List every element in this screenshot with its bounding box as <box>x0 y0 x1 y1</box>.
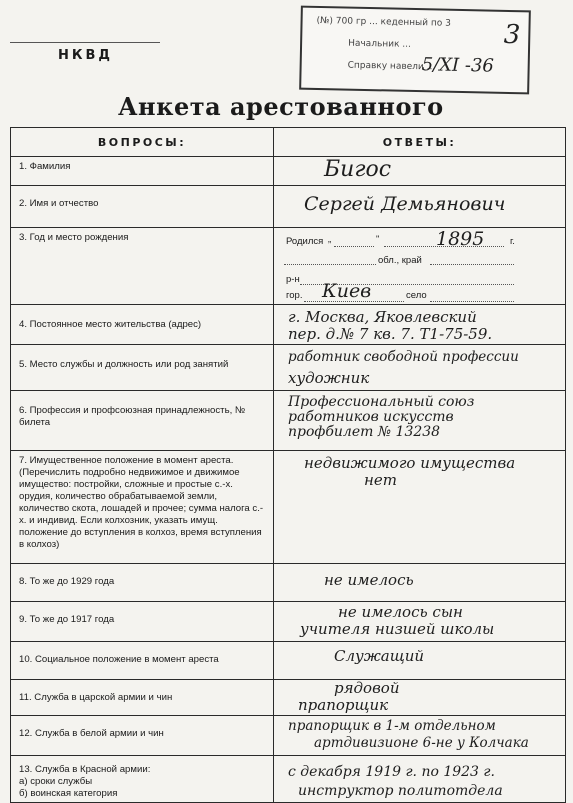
dotted-line <box>304 301 404 302</box>
stamp-line-3: Справку навели ... <box>347 60 436 73</box>
table-row <box>11 602 566 642</box>
quote-open: „ <box>328 234 332 245</box>
birth-year: 1895 <box>436 228 485 250</box>
question-cell: 12. Служба в белой армии и чин <box>11 716 274 756</box>
answer-line: работников искусств <box>288 409 454 425</box>
answer-cell-birth <box>274 228 566 305</box>
birth-city: Киев <box>322 280 372 302</box>
questionnaire-table <box>10 127 566 803</box>
answer-cell <box>274 345 566 391</box>
answer-line: инструктор политотдела <box>298 783 503 799</box>
stamp-handwritten-number: 3 <box>503 19 521 51</box>
village-label: село <box>406 290 427 301</box>
table-row <box>11 228 566 305</box>
answer-line: рядовой <box>334 679 400 697</box>
question-cell: 7. Имущественное положение в момент ареста. (Перечислить подробно недвижимое и движимое имущество: постройки, сложные и простые с.-х. орудия, количество обрабатываемой земли, количество скота, лошадей и прочее; сумма налога с.-х. и индивид. Если колхозник, указать имущ. положение до вступления в колхоз, время вступления в колхоз) <box>11 451 274 564</box>
answer-cell <box>274 186 566 228</box>
answer-line: не имелось сын <box>338 603 463 621</box>
table-row <box>11 186 566 228</box>
answer-line: Служащий <box>334 647 425 665</box>
dotted-line <box>284 264 376 265</box>
dotted-line <box>334 246 374 247</box>
table-row <box>11 305 566 345</box>
answer-line: недвижимого имущества <box>304 454 516 472</box>
question-cell: 2. Имя и отчество <box>11 186 274 228</box>
question-cell: 4. Постоянное место жительства (адрес) <box>11 305 274 345</box>
answer-line: прапорщик в 1-м отдельном <box>288 718 496 734</box>
answer-cell <box>274 716 566 756</box>
city-label: гор. <box>286 290 303 301</box>
answer-cell <box>274 756 566 803</box>
question-cell: 10. Социальное положение в момент ареста <box>11 642 274 680</box>
table-row <box>11 157 566 186</box>
stamp-line-2: Начальник ... <box>348 38 412 50</box>
table-row <box>11 451 566 564</box>
questions-column-header: ВОПРОСЫ: <box>11 128 274 157</box>
table-row <box>11 391 566 451</box>
year-suffix: г. <box>510 236 515 247</box>
question-cell: 1. Фамилия <box>11 157 274 186</box>
answer-line: работник свободной профессии <box>288 349 519 365</box>
answer-line: профбилет № 13238 <box>288 424 441 440</box>
answer-line: Бигос <box>324 157 392 182</box>
answer-line: Профессиональный союз <box>288 394 475 410</box>
stamp-handwritten-mark: 5/XI -36 <box>421 54 495 77</box>
answer-cell <box>274 451 566 564</box>
question-cell: 11. Служба в царской армии и чин <box>11 680 274 716</box>
answer-line: не имелось <box>324 571 414 589</box>
answer-cell <box>274 157 566 186</box>
top-rule <box>10 42 160 43</box>
district-label: р-н <box>286 274 300 285</box>
dotted-line <box>430 264 514 265</box>
answer-cell <box>274 564 566 602</box>
agency-name: НКВД <box>58 48 113 63</box>
table-row <box>11 345 566 391</box>
answer-cell <box>274 602 566 642</box>
answer-line: прапорщик <box>298 696 389 714</box>
office-stamp <box>299 6 531 95</box>
answers-column-header: ОТВЕТЫ: <box>274 128 566 157</box>
stamp-line-1: (№) 700 гр ... кеденный по 3 <box>316 15 451 29</box>
question-cell: 5. Место службы и должность или род занятий <box>11 345 274 391</box>
answer-line: с декабря 1919 г. по 1923 г. <box>288 764 495 780</box>
answer-cell <box>274 642 566 680</box>
answer-line: Сергей Демьянович <box>304 193 506 215</box>
table-header-row <box>11 128 566 157</box>
table-row <box>11 564 566 602</box>
answer-line: художник <box>288 369 370 387</box>
answer-line: пер. д.№ 7 кв. 7. Т1-75-59. <box>288 325 493 343</box>
answer-line: г. Москва, Яковлевский <box>288 308 477 326</box>
quote-close: " <box>376 234 380 245</box>
question-cell: 13. Служба в Красной армии: а) сроки службы б) воинская категория <box>11 756 274 803</box>
question-cell: 8. То же до 1929 года <box>11 564 274 602</box>
question-cell: 3. Год и место рождения <box>11 228 274 305</box>
answer-line: артдивизионе 6-не у Колчака <box>314 735 529 751</box>
region-label: обл., край <box>378 255 422 266</box>
question-cell: 9. То же до 1917 года <box>11 602 274 642</box>
answer-line: нет <box>364 471 397 489</box>
born-label: Родился <box>286 236 324 247</box>
answer-line: учителя низшей школы <box>300 620 495 638</box>
table-row <box>11 716 566 756</box>
answer-cell <box>274 391 566 451</box>
answer-cell <box>274 680 566 716</box>
answer-cell <box>274 305 566 345</box>
question-cell: 6. Профессия и профсоюзная принадлежность, № билета <box>11 391 274 451</box>
document-title: Анкета арестованного <box>118 92 444 121</box>
table-row <box>11 756 566 803</box>
table-row <box>11 642 566 680</box>
dotted-line <box>430 301 514 302</box>
table-row <box>11 680 566 716</box>
